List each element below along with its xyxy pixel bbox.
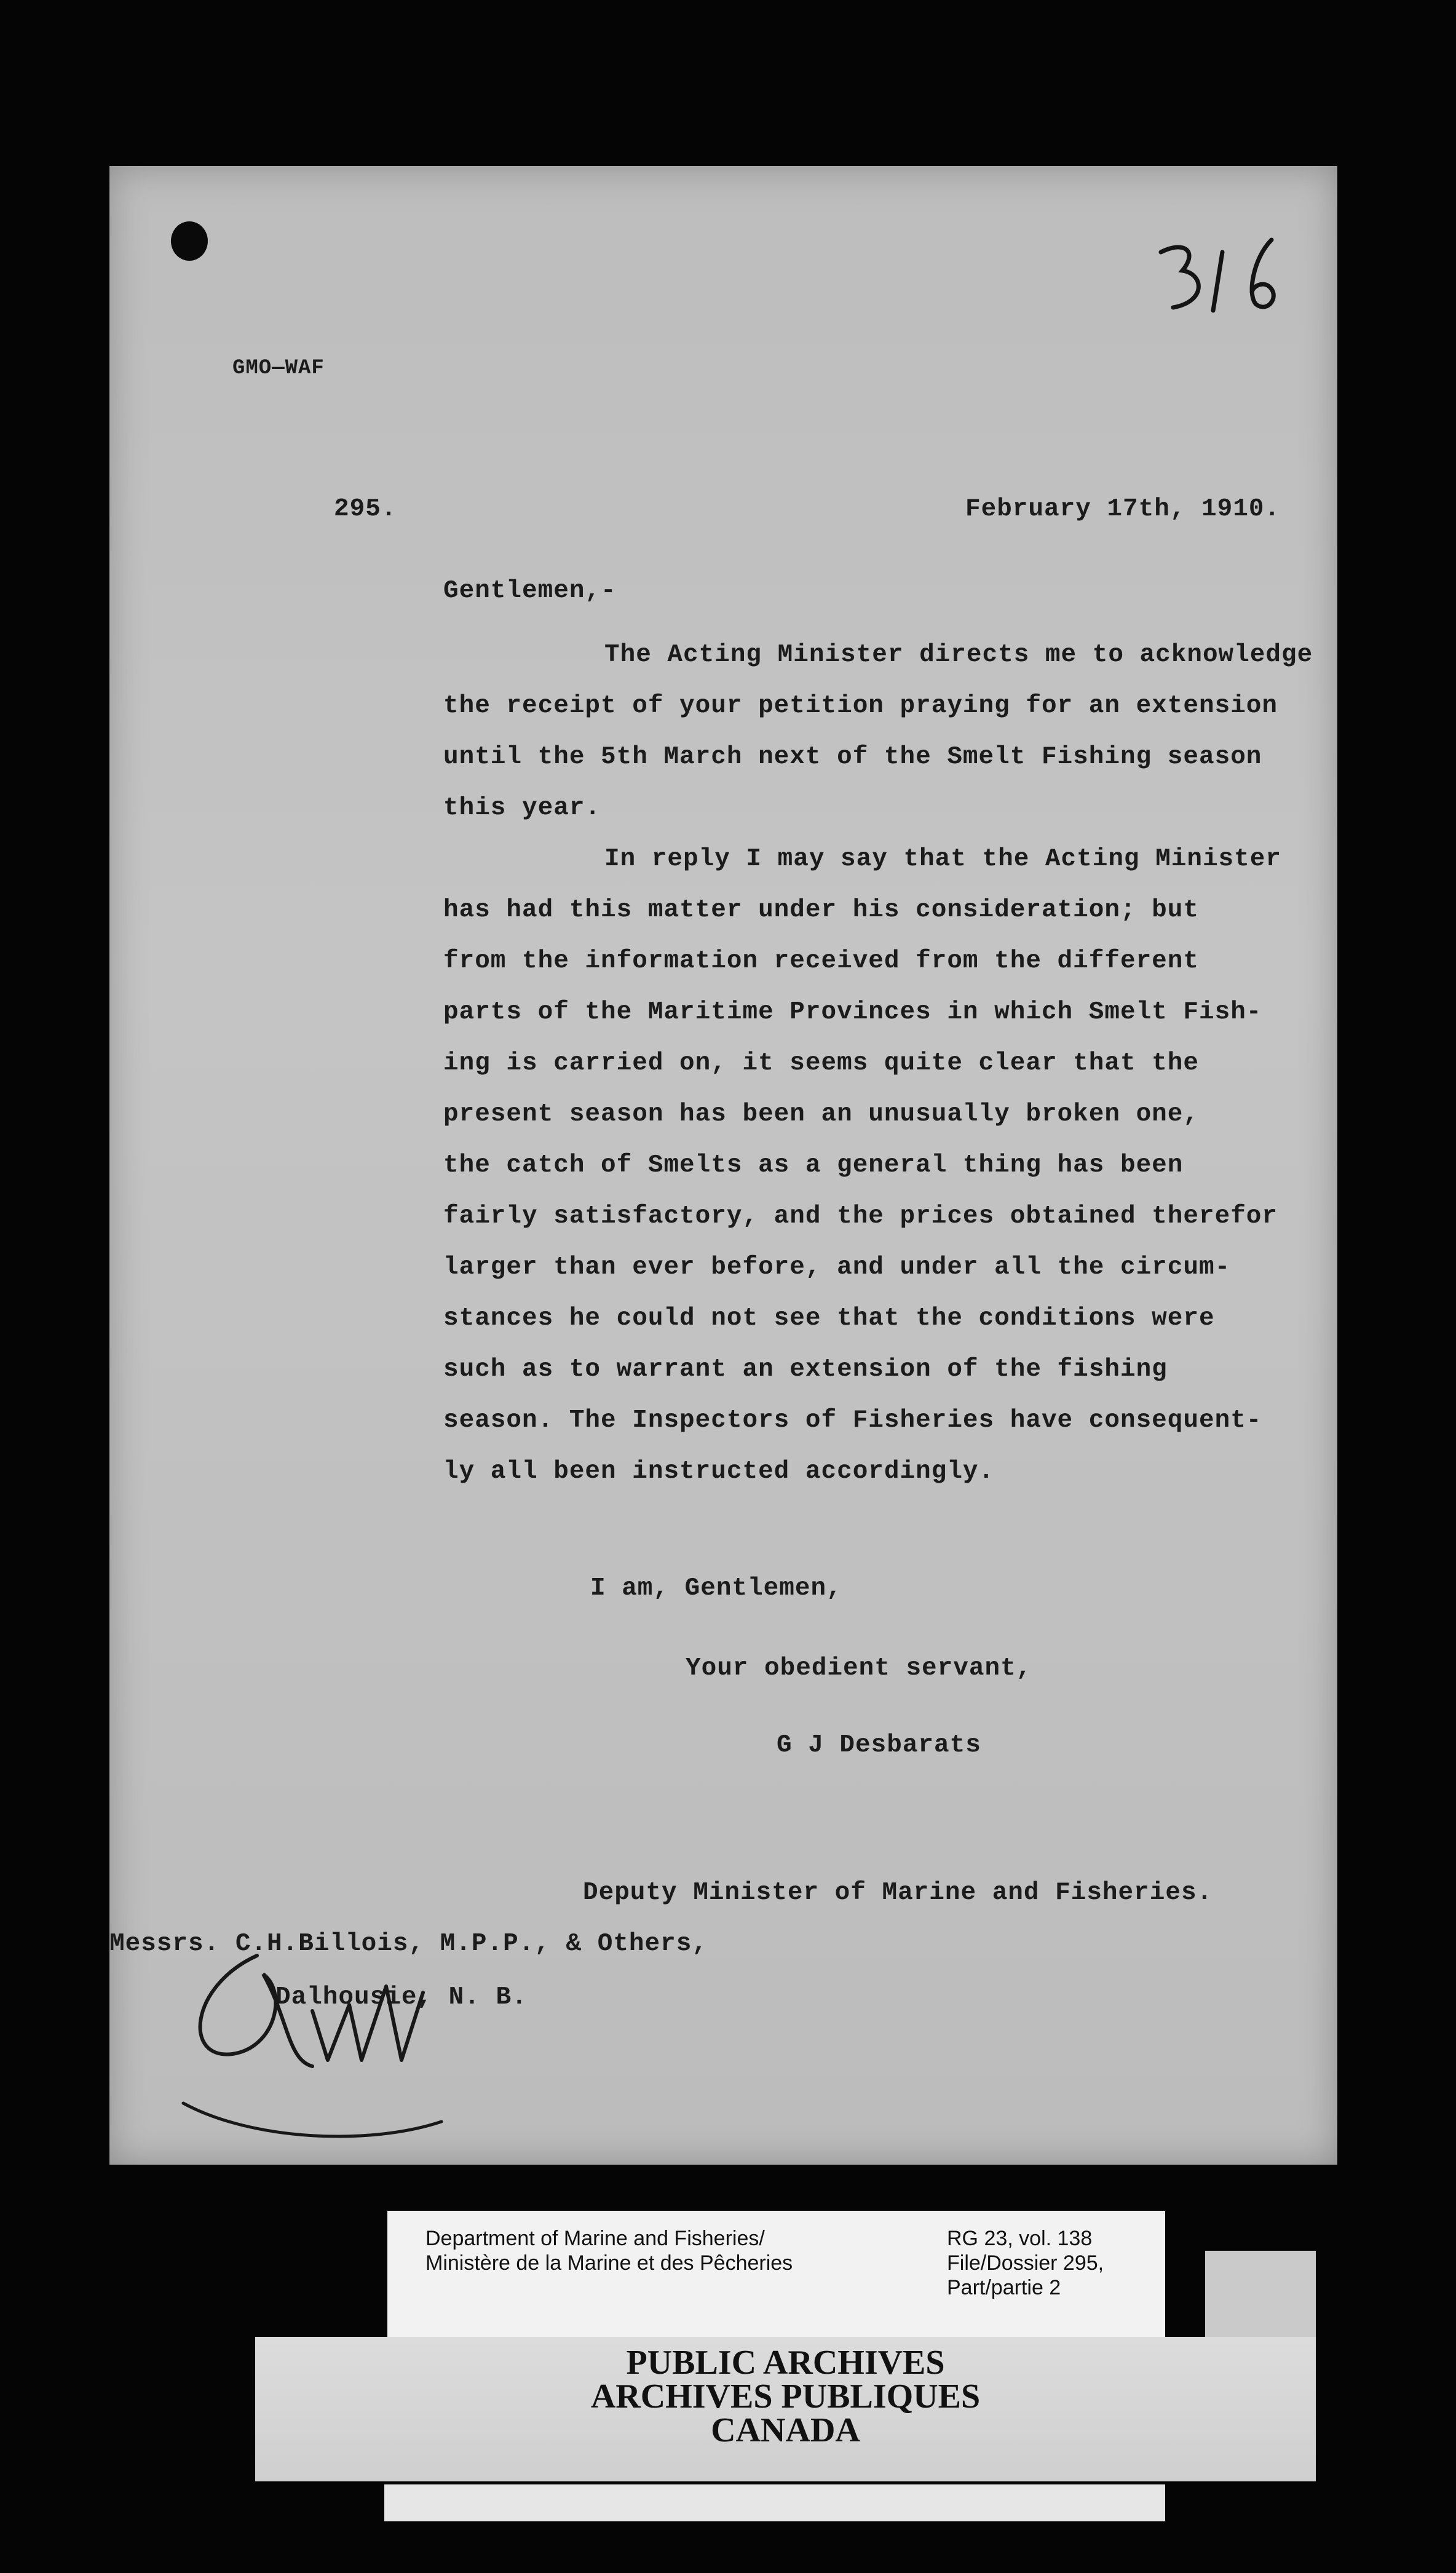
body-line: ing is carried on, it seems quite clear that the xyxy=(443,1049,1199,1077)
body-line: from the information received from the different xyxy=(443,947,1199,975)
record-group-line-3: Part/partie 2 xyxy=(947,2276,1061,2299)
handwritten-initials xyxy=(165,1937,485,2195)
archive-reference-label xyxy=(387,2211,1165,2340)
record-group-line-2: File/Dossier 295, xyxy=(947,2251,1104,2275)
record-group-label xyxy=(947,2226,1104,2300)
body-line: the receipt of your petition praying for an extension xyxy=(443,692,1278,720)
file-number: 295. xyxy=(334,495,397,523)
signer-title: Deputy Minister of Marine and Fisheries. xyxy=(583,1879,1213,1907)
stamp-line-3: CANADA xyxy=(711,2411,860,2449)
signature-name: G J Desbarats xyxy=(777,1731,981,1759)
letter-page xyxy=(109,166,1337,2165)
body-line: such as to warrant an extension of the fishing xyxy=(443,1355,1168,1384)
stamp-line-2: ARCHIVES PUBLIQUES xyxy=(590,2377,981,2416)
letter-date: February 17th, 1910. xyxy=(965,495,1281,523)
bottom-strip xyxy=(384,2484,1165,2521)
body-line: the catch of Smelts as a general thing has been xyxy=(443,1151,1184,1179)
body-line: season. The Inspectors of Fisheries have consequent- xyxy=(443,1406,1262,1435)
body-line: fairly satisfactory, and the prices obtained therefor xyxy=(443,1202,1278,1231)
record-group-line-1: RG 23, vol. 138 xyxy=(947,2227,1093,2250)
closing-greeting: I am, Gentlemen, xyxy=(590,1574,842,1603)
body-line: In reply I may say that the Acting Minister xyxy=(604,845,1281,873)
body-line: larger than ever before, and under all the circum- xyxy=(443,1253,1231,1282)
archive-stamp xyxy=(255,2346,1316,2448)
stamp-line-1: PUBLIC ARCHIVES xyxy=(626,2344,945,2382)
body-line: present season has been an unusually broken one, xyxy=(443,1100,1199,1128)
salutation: Gentlemen,- xyxy=(443,577,617,605)
body-line: has had this matter under his consideration; but xyxy=(443,896,1199,924)
department-line-2: Ministère de la Marine et des Pêcheries xyxy=(425,2251,793,2275)
body-line: this year. xyxy=(443,794,601,822)
reference-code: GMO—WAF xyxy=(232,357,325,380)
department-label xyxy=(425,2226,793,2275)
department-line-1: Department of Marine and Fisheries/ xyxy=(425,2227,765,2250)
body-line: ly all been instructed accordingly. xyxy=(443,1457,995,1486)
body-line: parts of the Maritime Provinces in which Smelt Fish- xyxy=(443,998,1262,1026)
handwritten-page-number xyxy=(1149,228,1296,326)
body-line: stances he could not see that the conditions were xyxy=(443,1304,1215,1333)
addressee-line-1: Messrs. C.H.Billois, M.P.P., & Others, xyxy=(109,1930,708,1958)
punch-hole xyxy=(171,221,208,261)
body-line: The Acting Minister directs me to acknowledge xyxy=(604,641,1313,669)
closing-servant: Your obedient servant, xyxy=(686,1654,1032,1683)
body-line: until the 5th March next of the Smelt Fishing season xyxy=(443,743,1262,771)
addressee-line-2: Dalhousie, N. B. xyxy=(275,1983,528,2012)
